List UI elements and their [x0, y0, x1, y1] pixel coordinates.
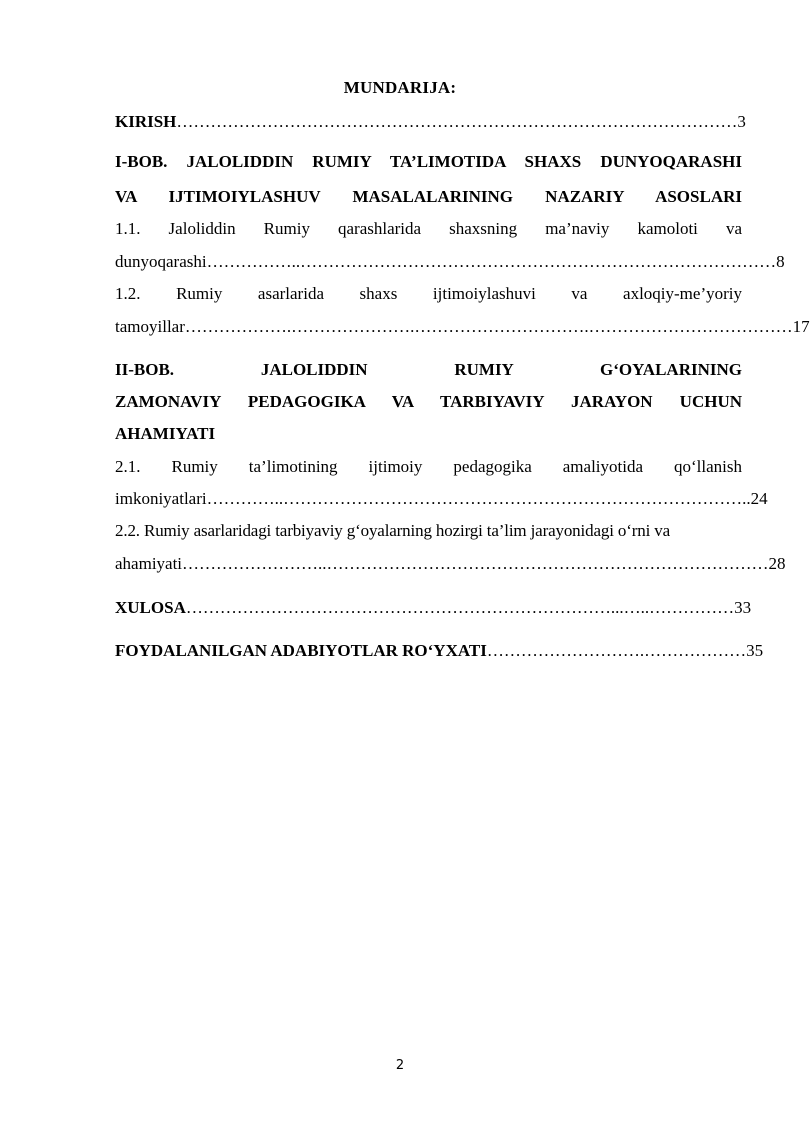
dot-leader: …………..……………………………………………………………………….. [206, 489, 751, 508]
toc-page-number: 33 [734, 598, 752, 617]
toc-entry-adabiyotlar[interactable] [115, 635, 764, 667]
toc-page-number: 3 [737, 112, 746, 131]
dot-leader: ……………………..…………………………………………………………………… [182, 554, 769, 573]
toc-chapter-1-line-1[interactable]: I-BOB. JALOLIDDIN RUMIY TA’LIMOTIDA SHAXS DUNYOQARASHI [115, 152, 742, 171]
toc-chapter-2-line-3[interactable]: AHAMIYATI [115, 424, 216, 443]
toc-chapter-2-line-1[interactable]: II-BOB. JALOLIDDIN RUMIY G‘OYALARINING [115, 360, 742, 379]
toc-entry-xulosa[interactable] [115, 592, 752, 624]
toc-section-2-1-line-2[interactable] [115, 483, 768, 515]
dot-leader: ……………………………………………………………………………………… [176, 112, 738, 131]
toc-section-1-2-line-1[interactable]: 1.2. Rumiy asarlarida shaxs ijtimoiylashuvi va axloqiy-me’yoriy [115, 284, 742, 303]
toc-section-1-1-line-1[interactable]: 1.1. Jaloliddin Rumiy qarashlarida shaxsning ma’naviy kamoloti va [115, 219, 742, 238]
toc-section-2-1-line-1[interactable]: 2.1. Rumiy ta’limotining ijtimoiy pedagogika amaliyotida qo‘llanish [115, 457, 742, 476]
toc-entry-label: KIRISH [115, 112, 177, 131]
dot-leader: ……………..………………………………………………………………………… [206, 252, 777, 271]
toc-title: MUNDARIJA: [343, 78, 457, 97]
toc-entry-label: ahamiyati [115, 554, 183, 573]
toc-page-number: 35 [746, 641, 764, 660]
page-number: 2 [395, 1058, 405, 1073]
toc-section-1-1-line-2[interactable] [115, 246, 785, 278]
toc-entry-label: dunyoqarashi [115, 252, 207, 271]
toc-page-number: 8 [776, 252, 785, 271]
toc-section-2-2-line-2[interactable] [115, 548, 786, 580]
toc-entry-kirish[interactable] [115, 106, 746, 138]
toc-section-1-2-line-2[interactable] [115, 311, 810, 343]
dot-leader: ……………………….……………… [486, 641, 747, 660]
toc-page-number: 28 [768, 554, 786, 573]
toc-entry-label: FOYDALANILGAN ADABIYOTLAR RO‘YXATI [115, 641, 487, 660]
dot-leader: …………………………………………………………………...…..…………… [185, 598, 735, 617]
toc-chapter-1-line-2[interactable]: VA IJTIMOIYLASHUV MASALALARINING NAZARIY ASOSLARI [115, 187, 742, 206]
toc-entry-label: XULOSA [115, 598, 186, 617]
toc-page-number: 24 [750, 489, 768, 508]
toc-section-2-2-line-1[interactable]: 2.2. Rumiy asarlaridagi tarbiyaviy g‘oyalarning hozirgi ta’lim jarayonidagi o‘rni va [115, 521, 671, 540]
dot-leader: ……………….………………….………………………….……………………………… [184, 317, 793, 336]
toc-page-number: 17 [792, 317, 810, 336]
toc-entry-label: tamoyillar [115, 317, 185, 336]
toc-chapter-2-line-2[interactable]: ZAMONAVIY PEDAGOGIKA VA TARBIYAVIY JARAYON UCHUN [115, 392, 742, 411]
toc-entry-label: imkoniyatlari [115, 489, 207, 508]
